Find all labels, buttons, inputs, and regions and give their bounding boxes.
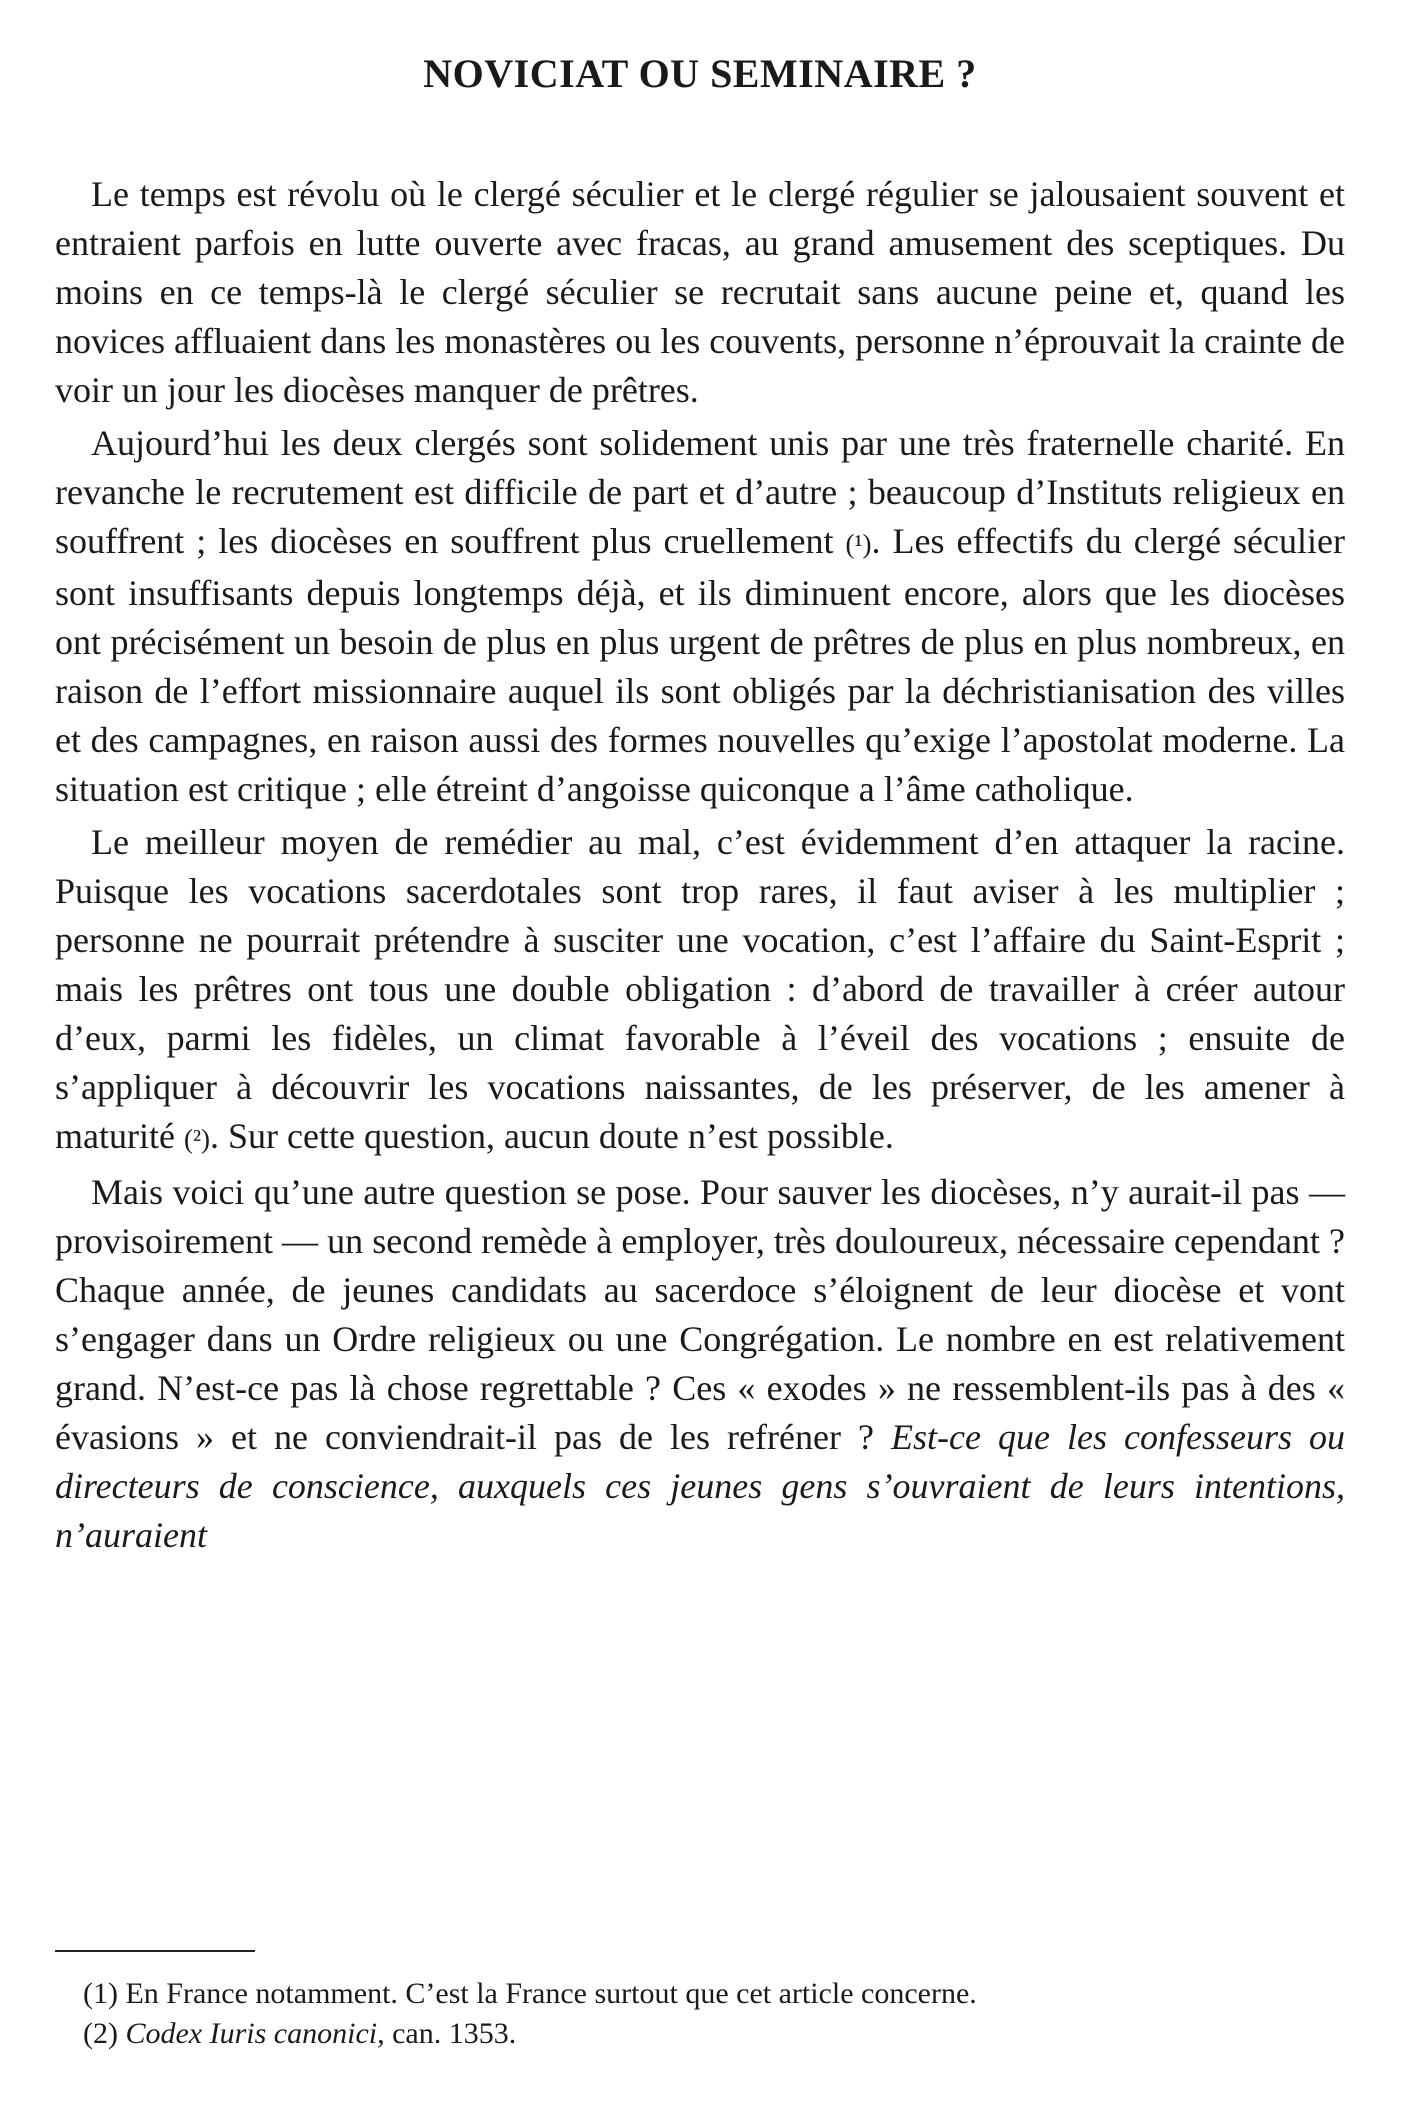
paragraph-2-text-after: . Les effectifs du clergé séculier sont insuffisants depuis longtemps déjà, et ils diminuent encore, alors que les diocèses ont précisément un besoin de plus en plus urgent de prêtres de plus en plus nombreux, en raison de l’effort missionnaire auquel ils sont obligés par la déchristianisation des villes et des campagnes, en raison aussi des formes nouvelles qu’exige l’apostolat moderne. La situation est critique ; elle étreint d’angoisse quiconque a l’âme catholique.	[55, 521, 1345, 809]
paragraph-3	[55, 818, 1345, 1164]
footnote-ref-1: (¹)	[845, 529, 872, 559]
footnote-divider	[55, 1950, 255, 1952]
document-page	[55, 50, 1345, 2050]
paragraph-3-text-after: . Sur cette question, aucun doute n’est possible.	[210, 1116, 894, 1156]
footnote-2	[55, 2014, 1345, 2054]
footnote-2-italic-text: Codex Iuris canonici,	[117, 2017, 385, 2050]
footnote-1-text: En France notamment. C’est la France surtout que cet article concerne.	[117, 1977, 977, 2010]
paragraph-2	[55, 419, 1345, 814]
paragraph-4-text: Mais voici qu’une autre question se pose. Pour sauver les diocèses, n’y aurait-il pas — provisoirement — un second remède à employer, très douloureux, nécessaire cependant ? Chaque année, de jeunes candidats au sacerdoce s’éloignent de leur diocèse et vont s’engager dans un Ordre religieux ou une Congrégation. Le nombre en est relativement grand. N’est-ce pas là chose regrettable ? Ces « exodes » ne ressemblent-ils pas à des « évasions » et ne conviendrait-il pas de les refréner ?	[55, 1172, 1345, 1457]
footnote-1-number: (1)	[83, 1977, 118, 2010]
page-title: NOVICIAT OU SEMINAIRE ?	[423, 51, 977, 96]
paragraph-4	[55, 1168, 1345, 1560]
paragraph-4-italic-text: Est-ce que les confesseurs ou directeurs de conscience, auxquels ces jeunes gens s’ouvraient de leurs intentions, n’auraient	[55, 1417, 1345, 1555]
footnotes	[55, 1974, 1345, 2054]
paragraph-3-text-before: Le meilleur moyen de remédier au mal, c’est évidemment d’en attaquer la racine. Puisque les vocations sacerdotales sont trop rares, il faut aviser à les multiplier ; personne ne pourrait prétendre à susciter une vocation, c’est l’affaire du Saint-Esprit ; mais les prêtres ont tous une double obligation : d’abord de travailler à créer autour d’eux, parmi les fidèles, un climat favorable à l’éveil des vocations ; ensuite de s’appliquer à découvrir les vocations naissantes, de les préserver, de les amener à maturité	[55, 822, 1345, 1156]
footnote-ref-2: (²)	[183, 1124, 211, 1154]
footnote-2-number: (2)	[83, 2017, 118, 2050]
footnote-2-text: can. 1353.	[384, 2017, 517, 2050]
footnote-1	[55, 1974, 1345, 2014]
paragraph-1-text: Le temps est révolu où le clergé séculier et le clergé régulier se jalousaient souvent et entraient parfois en lutte ouverte avec fracas, au grand amusement des sceptiques. Du moins en ce temps-là le clergé séculier se recrutait sans aucune peine et, quand les novices affluaient dans les monastères ou les couvents, personne n’éprouvait la crainte de voir un jour les diocèses manquer de prêtres.	[55, 174, 1345, 410]
paragraph-2-text-before: Aujourd’hui les deux clergés sont solidement unis par une très fraternelle charité. En revanche le recrutement est difficile de part et d’autre ; beaucoup d’Instituts religieux en souffrent ; les diocèses en souffrent plus cruellement	[55, 423, 1345, 561]
paragraph-1	[55, 170, 1345, 415]
